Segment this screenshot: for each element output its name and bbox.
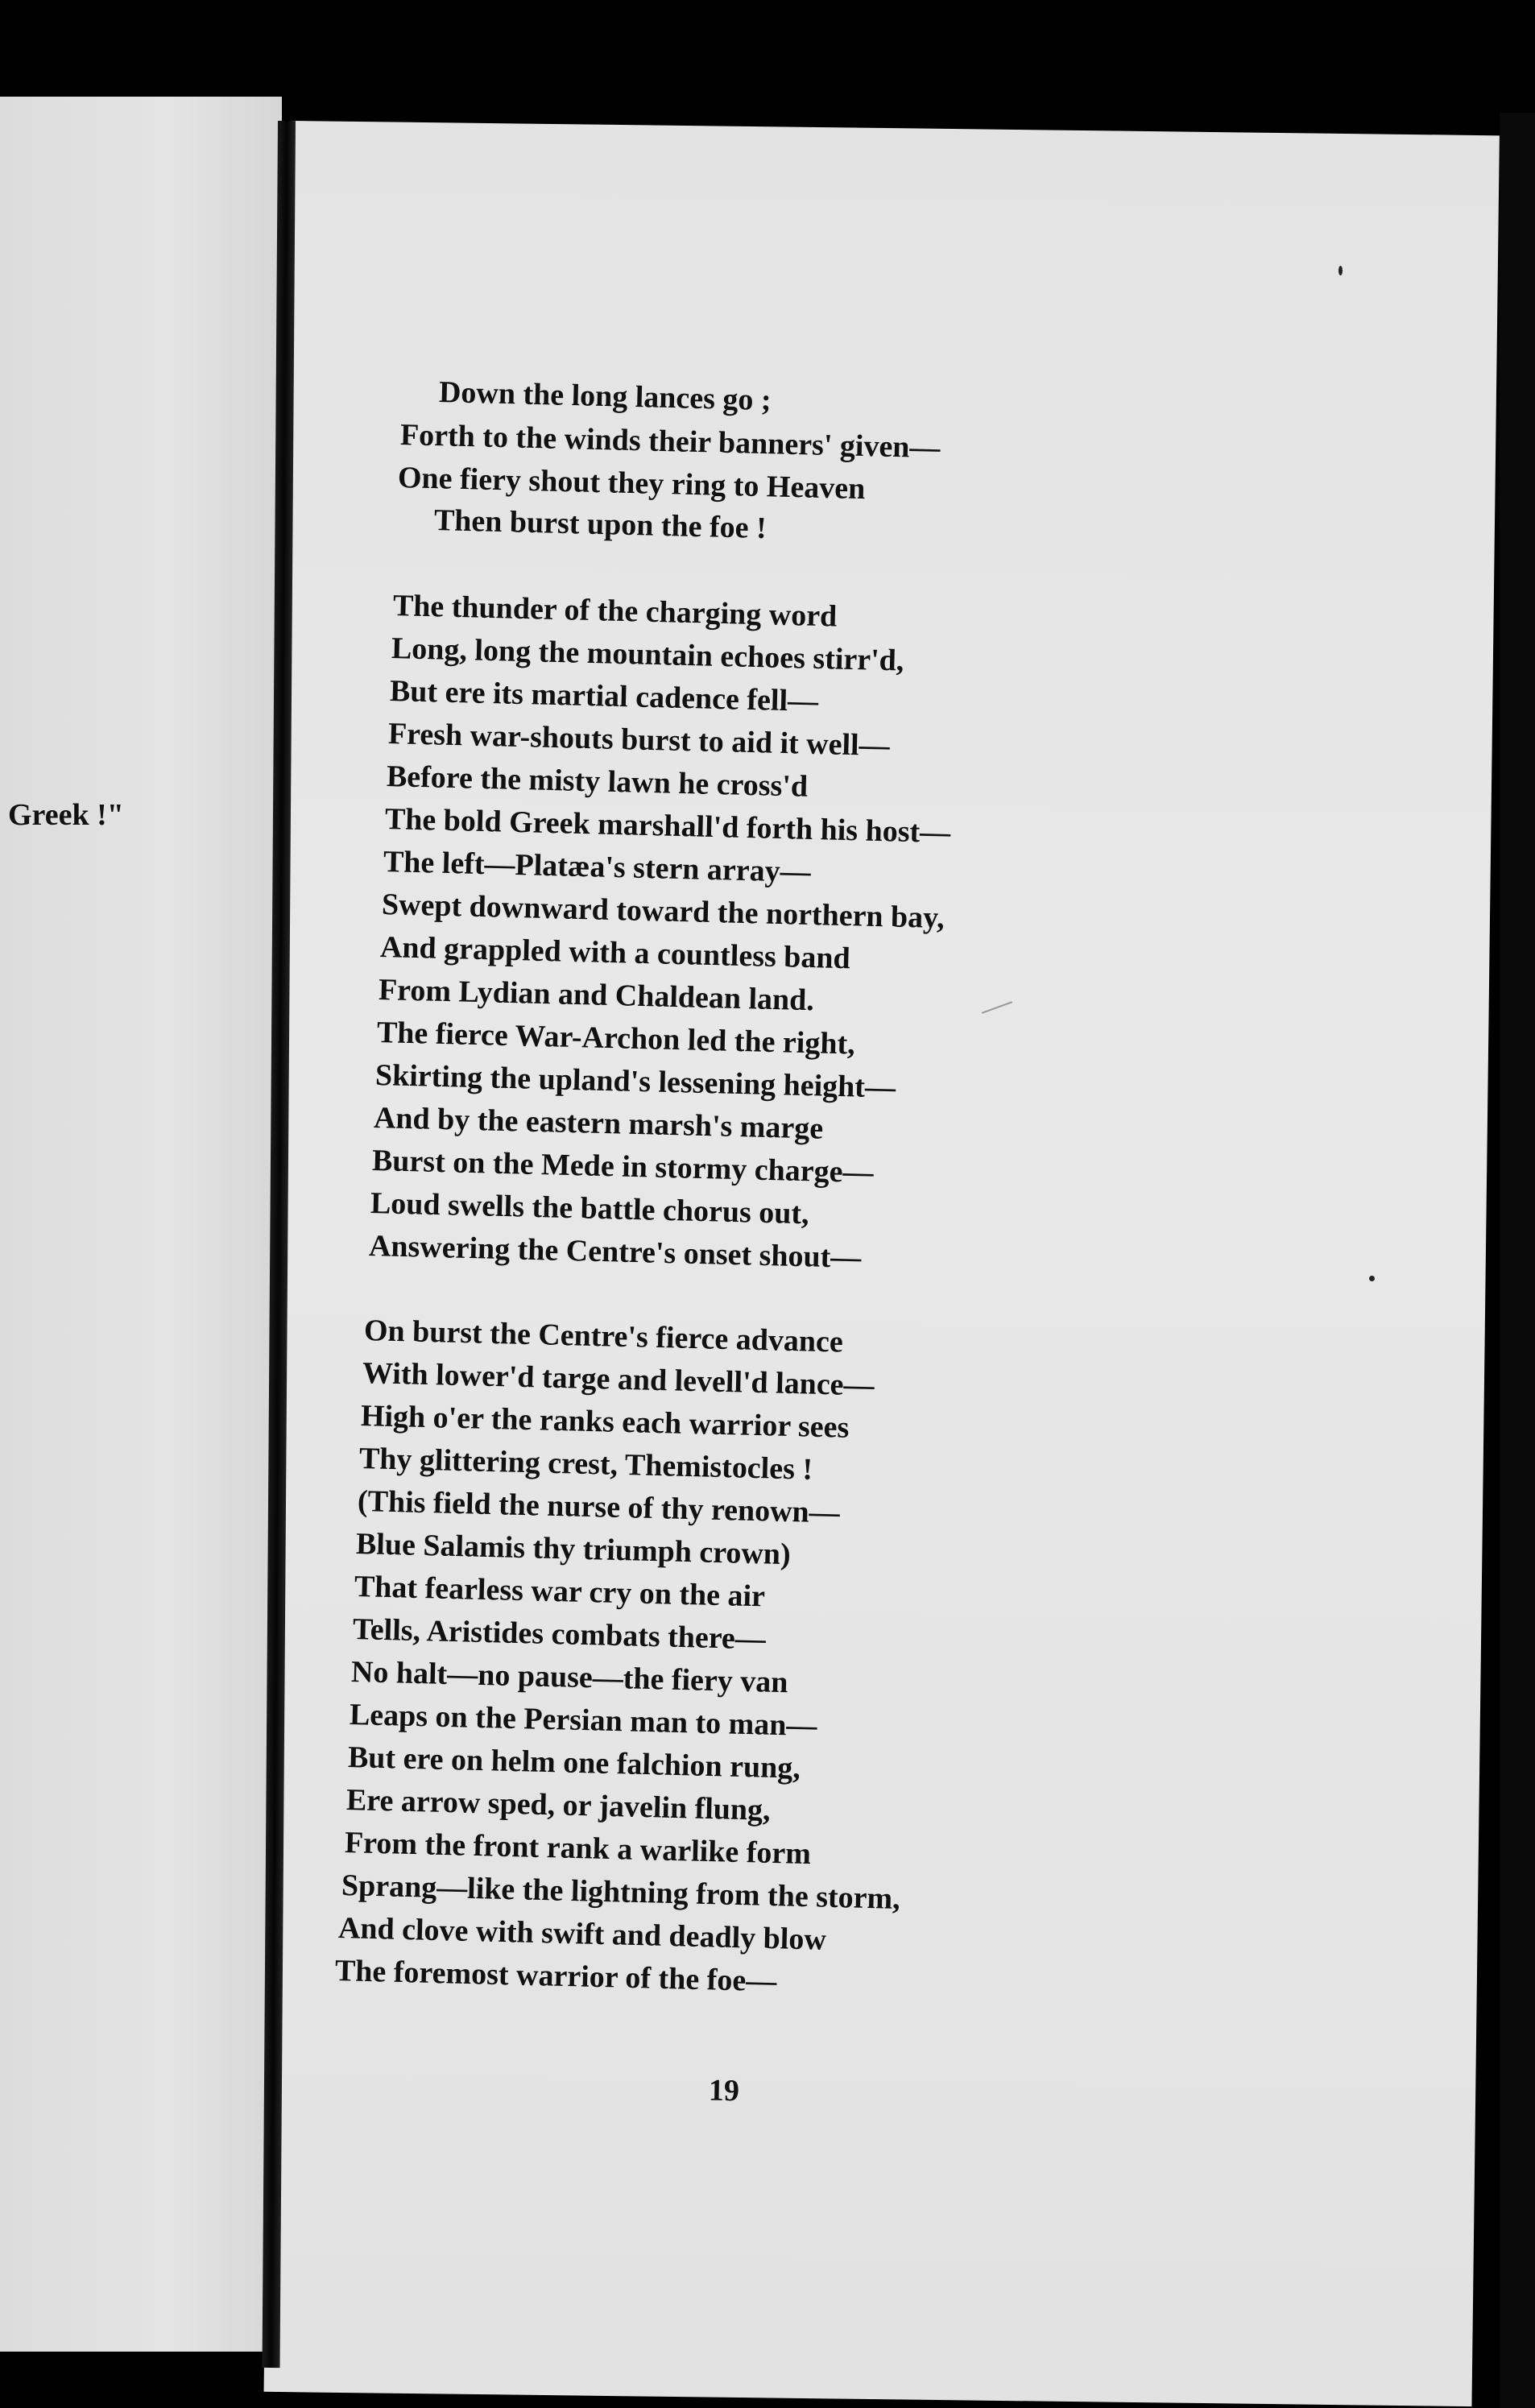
poem-line: Answering the Centre's onset shout— <box>368 1229 862 1275</box>
left-page-text-fragment: Greek !" <box>8 798 124 832</box>
poem-line: The thunder of the charging word <box>392 589 838 634</box>
scan-speck <box>1369 1276 1375 1281</box>
poem-line: Long, long the mountain echoes stirr'd, <box>391 631 904 678</box>
poem-line: But ere on helm one falchion rung, <box>347 1740 801 1785</box>
poem-line: Sprang—like the lightning from the storm, <box>341 1868 901 1916</box>
poem-line: Before the misty lawn he cross'd <box>386 759 809 804</box>
poem-line: Thy glittering crest, Themistocles ! <box>358 1442 813 1487</box>
poem-line: From the front rank a warlike form <box>344 1826 812 1872</box>
poem-line: Fresh war-shouts burst to aid it well— <box>387 717 891 763</box>
poem-line: The bold Greek marshall'd forth his host— <box>384 802 951 850</box>
poem-line: From Lydian and Chaldean land. <box>378 973 815 1018</box>
poem-line: Blue Salamis thy triumph crown) <box>355 1527 792 1572</box>
poem-line: Loud swells the battle chorus out, <box>370 1186 810 1231</box>
poem-line: With lower'd targe and levell'd lance— <box>362 1356 875 1403</box>
poem-line: Skirting the upland's lessening height— <box>374 1058 896 1105</box>
poem-line: The fierce War-Archon led the right, <box>376 1016 856 1061</box>
poem-line: And clove with swift and deadly blow <box>337 1911 827 1957</box>
poem-line: (This field the nurse of thy renown— <box>357 1484 841 1530</box>
poem-line: And grappled with a countless band <box>379 930 851 976</box>
poem-line: On burst the Centre's fierce advance <box>363 1314 844 1359</box>
poem-line: The foremost warrior of the foe— <box>334 1954 777 1999</box>
scan-speck <box>1338 266 1343 275</box>
poem-line: One fiery shout they ring to Heaven <box>397 461 866 507</box>
poem-line: Tells, Aristides combats there— <box>352 1612 767 1657</box>
poem-line: Forth to the winds their banners' given— <box>399 418 941 465</box>
poem-line: That fearless war cry on the air <box>354 1570 766 1614</box>
poem-line: Leaps on the Persian man to man— <box>349 1698 817 1744</box>
page-number: 19 <box>708 2073 740 2108</box>
poem-line: No halt—no pause—the fiery van <box>350 1655 788 1700</box>
poem-line: Then burst upon the foe ! <box>433 503 768 546</box>
poem-line: The left—Platæa's stern array— <box>383 845 812 889</box>
poem-line: Ere arrow sped, or javelin flung, <box>345 1783 772 1827</box>
poem-line: High o'er the ranks each warrior sees <box>360 1399 850 1445</box>
poem-line: And by the eastern marsh's marge <box>373 1101 824 1146</box>
poem-line: Down the long lances go ; <box>438 375 772 418</box>
poem-line: But ere its martial cadence fell— <box>389 674 819 718</box>
poem-line: Burst on the Mede in stormy charge— <box>371 1144 875 1190</box>
poem-line: Swept downward toward the northern bay, <box>381 887 945 936</box>
